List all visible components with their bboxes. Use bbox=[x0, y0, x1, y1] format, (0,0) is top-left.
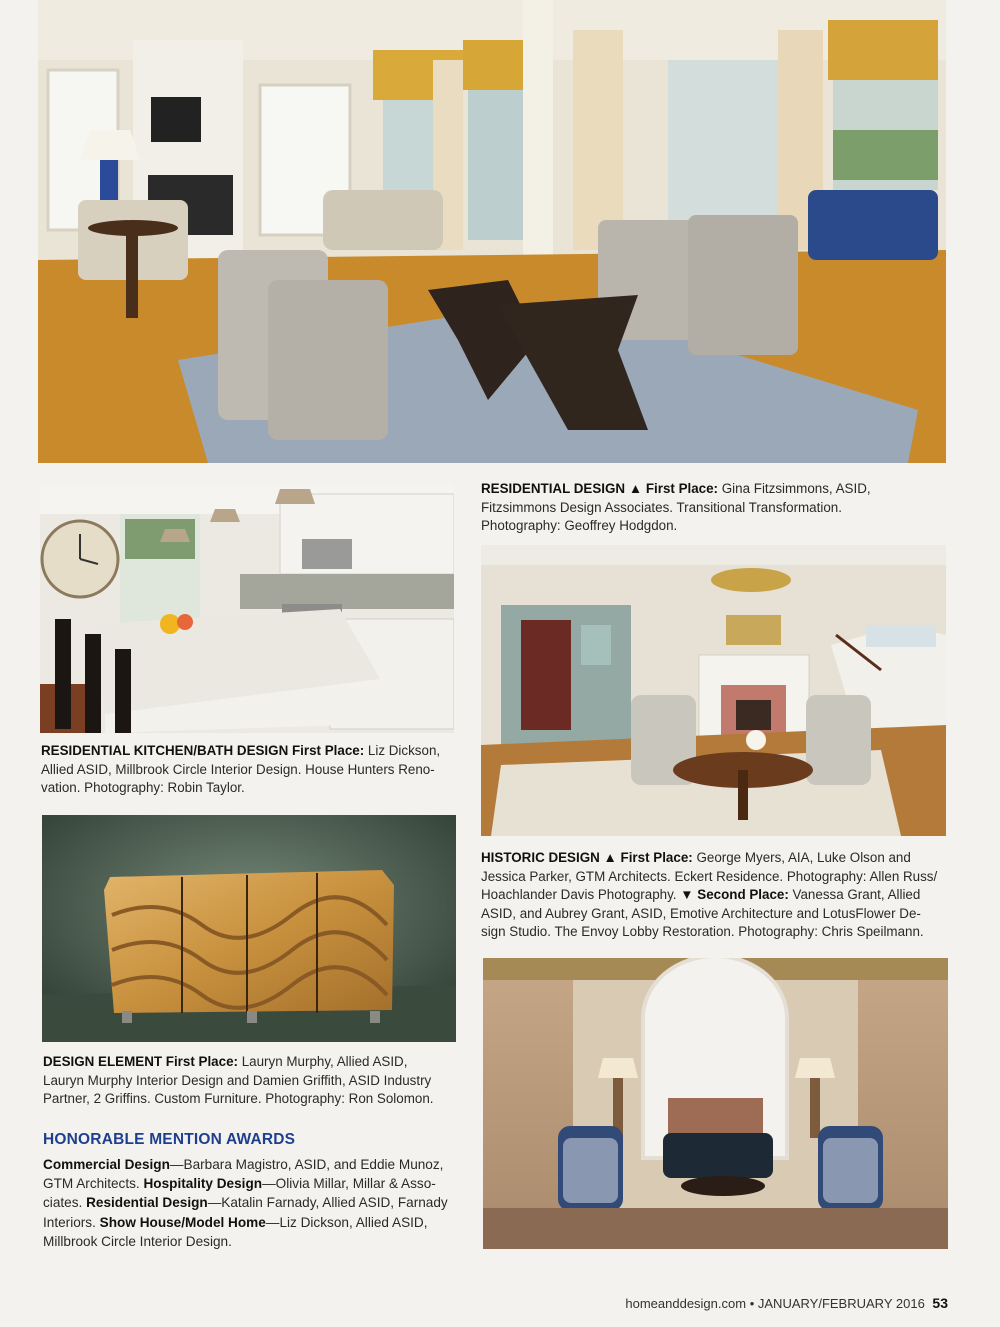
residential-design-caption bbox=[481, 480, 946, 536]
website-url[interactable]: homeanddesign.com bbox=[625, 1296, 747, 1311]
second-place-label: Second Place: bbox=[697, 887, 789, 903]
award-text: ciates. bbox=[43, 1195, 83, 1211]
category-label: DESIGN ELEMENT bbox=[43, 1054, 163, 1069]
caption-line: vation. Photography: Robin Taylor. bbox=[41, 780, 245, 796]
caption-line: Millbrook Circle Interior Design. bbox=[43, 1233, 232, 1249]
caption-line bbox=[41, 742, 461, 761]
caption-line: ASID, and Aubrey Grant, ASID, Emotive Architecture and LotusFlower De- bbox=[481, 905, 921, 921]
kitchen-photo bbox=[40, 484, 454, 733]
caption-text: Hoachlander Davis Photography. bbox=[481, 887, 677, 903]
caption-text: Vanessa Grant, Allied bbox=[792, 887, 921, 903]
page-footer bbox=[625, 1295, 948, 1311]
award-label: Residential Design bbox=[86, 1195, 208, 1211]
caption-text: George Myers, AIA, Luke Olson and bbox=[696, 850, 911, 865]
caption-line: Allied ASID, Millbrook Circle Interior Design. House Hunters Reno- bbox=[41, 761, 435, 777]
kitchen-design-caption bbox=[41, 742, 461, 798]
page-number: 53 bbox=[932, 1295, 948, 1311]
award-label: Show House/Model Home bbox=[99, 1214, 266, 1230]
award-text: —Liz Dickson, Allied ASID, bbox=[265, 1214, 428, 1230]
award-label: Commercial Design bbox=[43, 1157, 170, 1172]
caption-line: Partner, 2 Griffins. Custom Furniture. Photography: Ron Solomon. bbox=[43, 1091, 434, 1107]
award-text: Interiors. bbox=[43, 1214, 96, 1230]
award-text: GTM Architects. bbox=[43, 1176, 140, 1192]
up-triangle-icon: ▲ bbox=[603, 850, 617, 865]
historic-living-room-photo bbox=[481, 545, 946, 836]
award-text: —Katalin Farnady, Allied ASID, Farnady bbox=[207, 1195, 448, 1211]
caption-line bbox=[481, 849, 951, 868]
caption-line bbox=[481, 886, 951, 905]
lobby-photo bbox=[483, 958, 948, 1249]
caption-text: Lauryn Murphy, Allied ASID, bbox=[241, 1054, 408, 1069]
up-triangle-icon: ▲ bbox=[628, 481, 643, 496]
design-element-caption bbox=[43, 1053, 463, 1109]
footer-separator: • bbox=[749, 1296, 755, 1311]
award-text: —Barbara Magistro, ASID, and Eddie Munoz, bbox=[169, 1157, 444, 1172]
caption-line bbox=[43, 1193, 463, 1212]
living-room-photo bbox=[38, 0, 946, 463]
caption-text: Liz Dickson, bbox=[367, 743, 441, 758]
caption-line bbox=[43, 1155, 463, 1174]
category-label: RESIDENTIAL KITCHEN/BATH DESIGN bbox=[41, 743, 289, 758]
carved-cabinet-photo bbox=[42, 815, 456, 1042]
caption-line bbox=[43, 1213, 463, 1232]
down-triangle-icon: ▼ bbox=[680, 887, 694, 903]
place-label: First Place: bbox=[645, 481, 719, 496]
caption-line: Lauryn Murphy Interior Design and Damien Griffith, ASID Industry bbox=[43, 1072, 432, 1088]
place-label: First Place: bbox=[165, 1054, 238, 1069]
award-label: Hospitality Design bbox=[143, 1176, 263, 1192]
caption-line bbox=[43, 1053, 463, 1072]
place-label: First Place: bbox=[291, 743, 365, 758]
caption-line: Jessica Parker, GTM Architects. Eckert Residence. Photography: Allen Russ/ bbox=[481, 868, 938, 884]
caption-text: Gina Fitzsimmons, ASID, bbox=[721, 481, 871, 496]
category-label: RESIDENTIAL DESIGN bbox=[481, 481, 626, 496]
honorable-mention-heading: HONORABLE MENTION AWARDS bbox=[43, 1131, 296, 1148]
category-label: HISTORIC DESIGN bbox=[481, 850, 600, 865]
award-text: —Olivia Millar, Millar & Asso- bbox=[262, 1176, 436, 1192]
caption-line bbox=[43, 1174, 463, 1193]
caption-line: Photography: Geoffrey Hodgdon. bbox=[481, 518, 678, 534]
caption-line bbox=[481, 480, 946, 499]
honorable-mention-list bbox=[43, 1155, 463, 1251]
issue-date: JANUARY/FEBRUARY 2016 bbox=[757, 1296, 925, 1311]
caption-line: sign Studio. The Envoy Lobby Restoration. Photography: Chris Speilmann. bbox=[481, 924, 924, 940]
place-label: First Place: bbox=[620, 850, 693, 865]
caption-line: Fitzsimmons Design Associates. Transitional Transformation. bbox=[481, 499, 842, 515]
historic-design-caption bbox=[481, 849, 951, 942]
